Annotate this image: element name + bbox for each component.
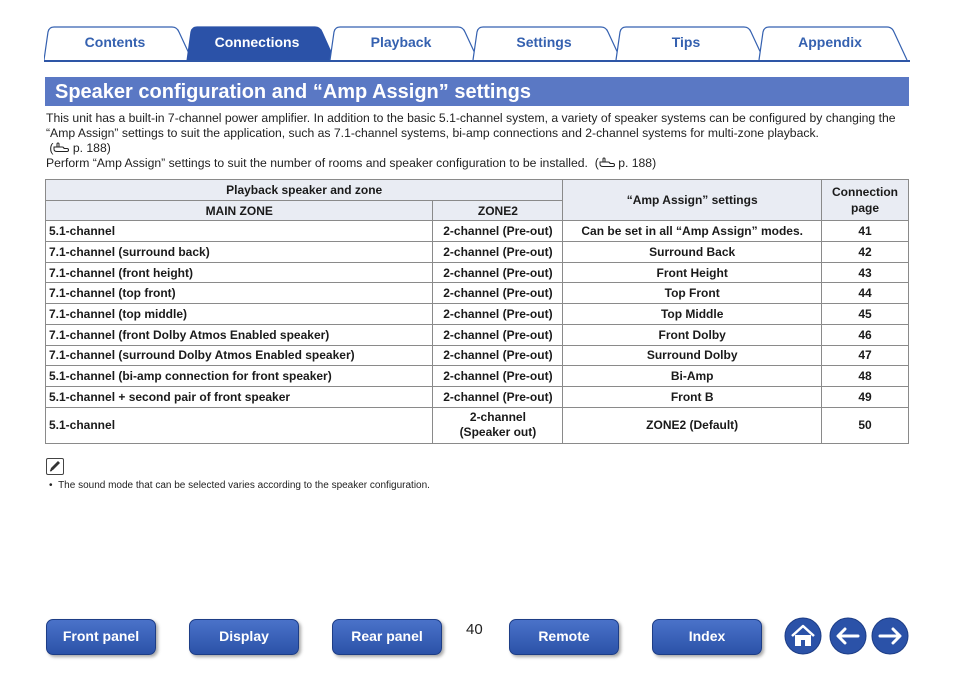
intro-line-1: This unit has a built-in 7-channel power amplifier. In addition to the basic 5.1-channel system, a variety of speaker systems can be configured by changing the “Amp Assign” settings to suit the application, such as 7.1-channel systems, bi-amp connections and 2-channel systems for multi-zone playback.	[46, 111, 896, 140]
cell-zone2: 2-channel (Pre-out)	[433, 221, 563, 242]
back-button[interactable]	[829, 617, 867, 655]
intro-line-2: Perform “Amp Assign” settings to suit the number of rooms and speaker configuration to be installed.	[46, 156, 588, 170]
table-row	[46, 366, 909, 387]
table-row	[46, 221, 909, 242]
cell-amp-assign: Surround Dolby	[563, 345, 822, 366]
tab-appendix[interactable]: Appendix	[798, 34, 862, 50]
cell-main-zone: 5.1-channel	[46, 407, 433, 443]
intro-paragraph-1: This unit has a built-in 7-channel power amplifier. In addition to the basic 5.1-channel system, a variety of speaker systems can be configured by changing the “Amp Assign” settings to suit the application, such as 7.1-channel systems, bi-amp connections and 2-channel systems for multi-zone playback. ( p. 188)	[46, 111, 896, 155]
cell-connection-page-link[interactable]: 47	[822, 345, 909, 366]
cell-main-zone: 7.1-channel (front Dolby Atmos Enabled speaker)	[46, 324, 433, 345]
intro-text	[46, 111, 912, 171]
display-button[interactable]: Display	[189, 619, 299, 655]
cell-zone2: 2-channel (Pre-out)	[433, 366, 563, 387]
cell-connection-page-link[interactable]: 41	[822, 221, 909, 242]
page-ref-link-2[interactable]: p. 188	[618, 156, 653, 170]
home-button[interactable]	[784, 617, 822, 655]
forward-button[interactable]	[871, 617, 909, 655]
cell-zone2-line1: 2-channel	[469, 410, 526, 425]
cell-amp-assign: Top Middle	[563, 304, 822, 325]
header-connection-page: Connection page	[822, 180, 909, 221]
table-row	[46, 304, 909, 325]
pointing-hand-icon	[53, 142, 69, 154]
tab-settings[interactable]: Settings	[516, 34, 572, 50]
header-playback-speaker-zone: Playback speaker and zone	[46, 180, 563, 201]
cell-amp-assign: Top Front	[563, 283, 822, 304]
cell-zone2: 2-channel (Pre-out)	[433, 283, 563, 304]
note-item: • The sound mode that can be selected varies according to the speaker configuration.	[49, 480, 430, 491]
cell-main-zone: 5.1-channel (bi-amp connection for front speaker)	[46, 366, 433, 387]
pencil-icon	[47, 459, 63, 474]
cell-main-zone: 7.1-channel (surround back)	[46, 242, 433, 263]
cell-zone2: 2-channel (Pre-out)	[433, 386, 563, 407]
cell-main-zone: 7.1-channel (surround Dolby Atmos Enabled speaker)	[46, 345, 433, 366]
table-row	[46, 386, 909, 407]
amp-assign-table	[45, 179, 909, 444]
cell-connection-page-link[interactable]: 43	[822, 262, 909, 283]
tab-playback[interactable]: Playback	[370, 34, 432, 50]
page-title: Speaker configuration and “Amp Assign” settings	[55, 81, 531, 103]
cell-main-zone: 5.1-channel + second pair of front speaker	[46, 386, 433, 407]
cell-amp-assign: Can be set in all “Amp Assign” modes.	[563, 221, 822, 242]
page-ref-link-1[interactable]: p. 188	[72, 141, 107, 155]
header-zone2: ZONE2	[433, 200, 563, 221]
tab-tips[interactable]: Tips	[671, 34, 701, 50]
cell-zone2: 2-channel (Pre-out)	[433, 324, 563, 345]
remote-button[interactable]: Remote	[509, 619, 619, 655]
page-number: 40	[466, 621, 483, 638]
note-text: The sound mode that can be selected varies according to the speaker configuration.	[58, 480, 430, 491]
header-amp-assign: “Amp Assign” settings	[563, 180, 822, 221]
cell-zone2: 2-channel (Pre-out)	[433, 304, 563, 325]
cell-amp-assign: Front B	[563, 386, 822, 407]
cell-main-zone: 7.1-channel (top middle)	[46, 304, 433, 325]
table-row	[46, 345, 909, 366]
cell-zone2-line2: (Speaker out)	[459, 425, 537, 440]
cell-amp-assign: Front Height	[563, 262, 822, 283]
rear-panel-button[interactable]: Rear panel	[332, 619, 442, 655]
front-panel-button[interactable]: Front panel	[46, 619, 156, 655]
cell-main-zone: 7.1-channel (front height)	[46, 262, 433, 283]
index-button[interactable]: Index	[652, 619, 762, 655]
table-row	[46, 262, 909, 283]
cell-zone2: 2-channel (Pre-out)	[433, 262, 563, 283]
cell-zone2: 2-channel (Pre-out)	[433, 345, 563, 366]
cell-zone2	[433, 407, 563, 443]
intro-paragraph-2: Perform “Amp Assign” settings to suit the number of rooms and speaker configuration to be installed. ( p. 188)	[46, 156, 657, 170]
tab-contents[interactable]: Contents	[84, 34, 146, 50]
note-box	[46, 458, 64, 475]
tab-underline	[44, 60, 910, 62]
header-main-zone: MAIN ZONE	[46, 200, 433, 221]
cell-main-zone: 7.1-channel (top front)	[46, 283, 433, 304]
cell-connection-page-link[interactable]: 48	[822, 366, 909, 387]
cell-amp-assign: Bi-Amp	[563, 366, 822, 387]
cell-connection-page-link[interactable]: 50	[822, 407, 909, 443]
cell-amp-assign: ZONE2 (Default)	[563, 407, 822, 443]
table-row	[46, 283, 909, 304]
cell-zone2: 2-channel (Pre-out)	[433, 242, 563, 263]
table-row	[46, 242, 909, 263]
cell-main-zone: 5.1-channel	[46, 221, 433, 242]
section-heading-bar	[45, 77, 909, 106]
cell-amp-assign: Surround Back	[563, 242, 822, 263]
pointing-hand-icon	[599, 157, 615, 169]
tab-bar	[44, 26, 910, 62]
table-row	[46, 324, 909, 345]
cell-connection-page-link[interactable]: 44	[822, 283, 909, 304]
cell-connection-page-link[interactable]: 45	[822, 304, 909, 325]
cell-connection-page-link[interactable]: 46	[822, 324, 909, 345]
cell-connection-page-link[interactable]: 42	[822, 242, 909, 263]
cell-connection-page-link[interactable]: 49	[822, 386, 909, 407]
cell-amp-assign: Front Dolby	[563, 324, 822, 345]
tab-connections[interactable]: Connections	[214, 34, 300, 50]
